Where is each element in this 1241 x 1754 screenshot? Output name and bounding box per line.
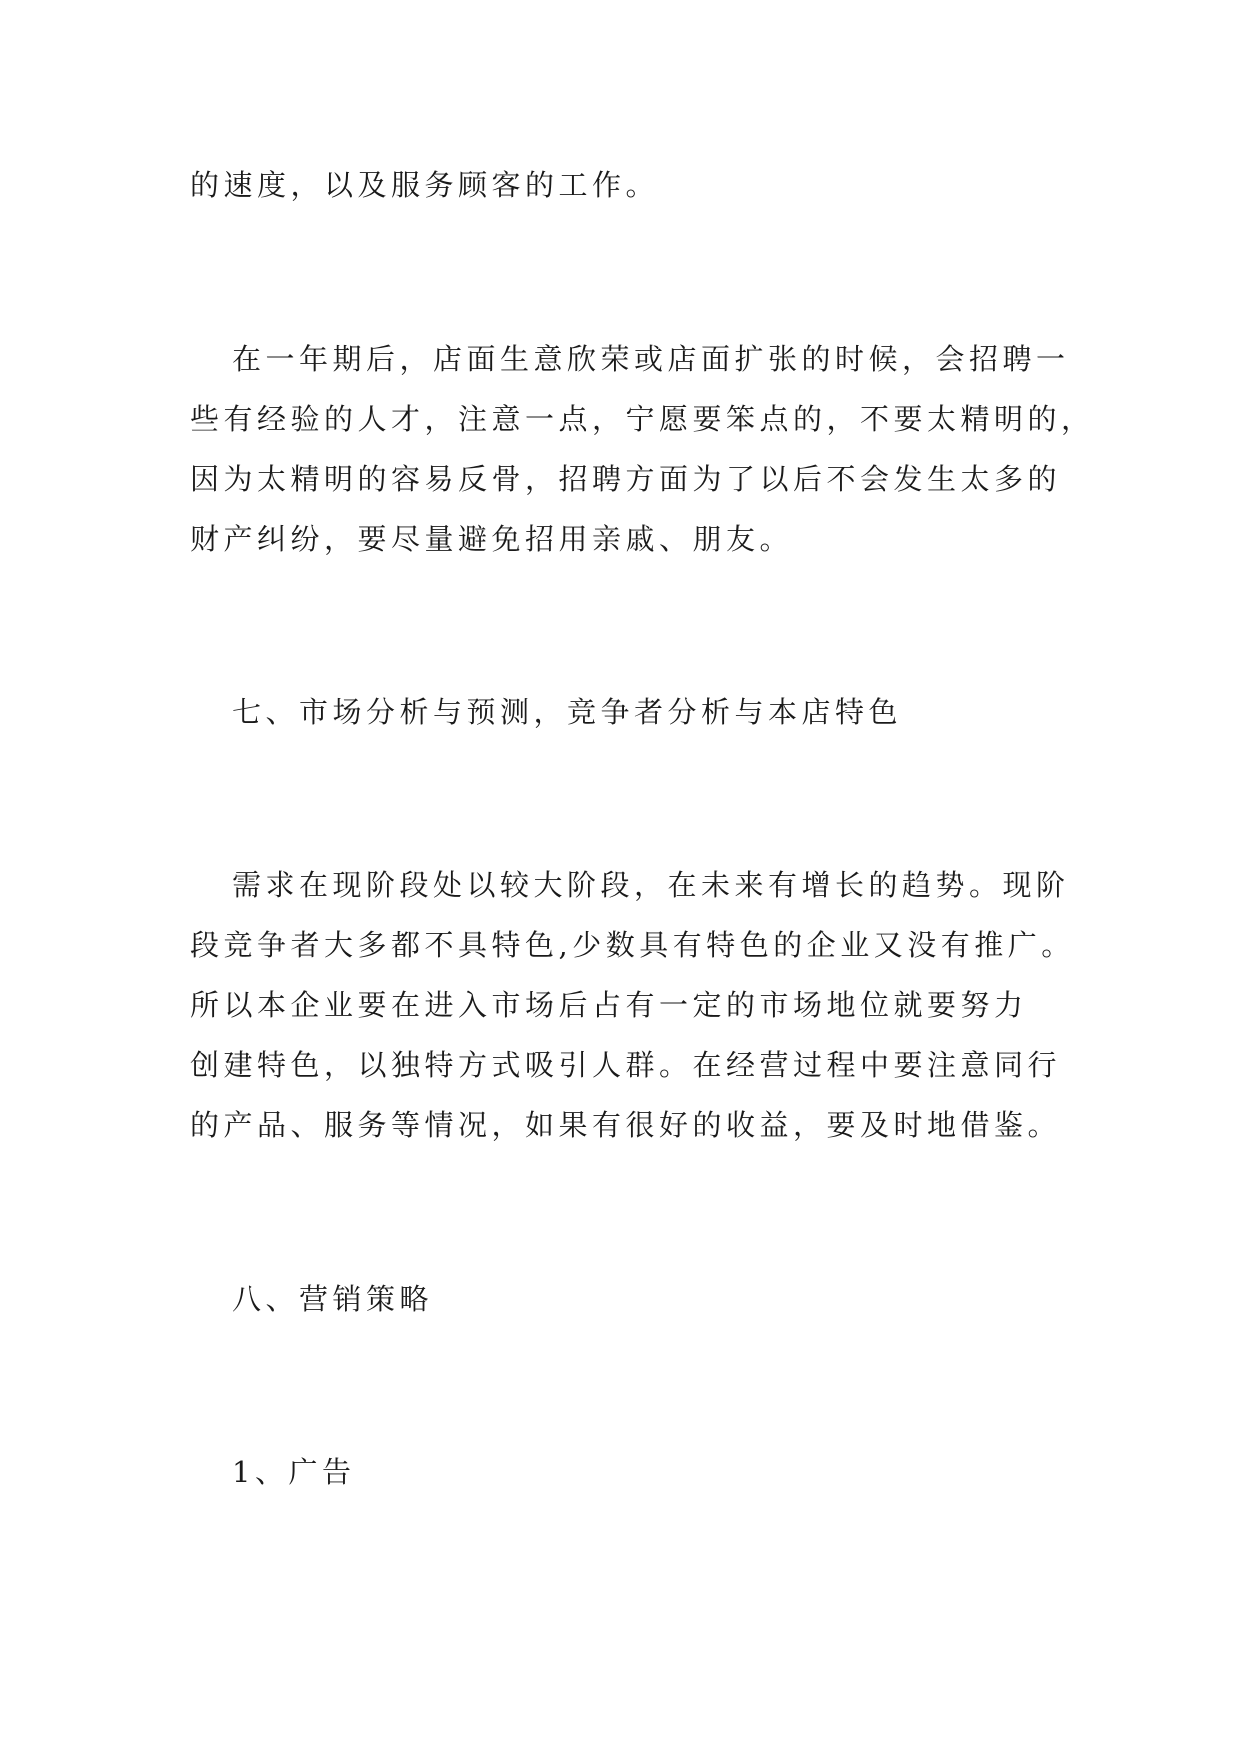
paragraph-staffing-line-4: 财产纠纷，要尽量避免招用亲戚、朋友。: [190, 522, 794, 556]
section-heading-marketing-strategy: 八、营销策略: [232, 1282, 434, 1316]
paragraph-market-line-5: 的产品、服务等情况，如果有很好的收益，要及时地借鉴。: [190, 1108, 1062, 1142]
paragraph-staffing-line-1: 在一年期后，店面生意欣荣或店面扩张的时候，会招聘一: [232, 342, 1070, 376]
paragraph-market-line-4: 创建特色，以独特方式吸引人群。在经营过程中要注意同行: [190, 1048, 1062, 1082]
section-heading-market-analysis: 七、市场分析与预测，竞争者分析与本店特色: [232, 695, 903, 729]
paragraph-staffing-line-2: 些有经验的人才，注意一点，宁愿要笨点的，不要太精明的，: [190, 402, 1095, 436]
paragraph-market-line-1: 需求在现阶段处以较大阶段，在未来有增长的趋势。现阶: [232, 868, 1070, 902]
paragraph-continuation-line: 的速度，以及服务顾客的工作。: [190, 168, 660, 202]
subheading-advertising: 1、广告: [232, 1455, 356, 1489]
paragraph-market-line-2: 段竞争者大多都不具特色,少数具有特色的企业又没有推广。: [190, 928, 1075, 962]
paragraph-market-line-3: 所以本企业要在进入市场后占有一定的市场地位就要努力: [190, 988, 1028, 1022]
paragraph-staffing-line-3: 因为太精明的容易反骨，招聘方面为了以后不会发生太多的: [190, 462, 1062, 496]
